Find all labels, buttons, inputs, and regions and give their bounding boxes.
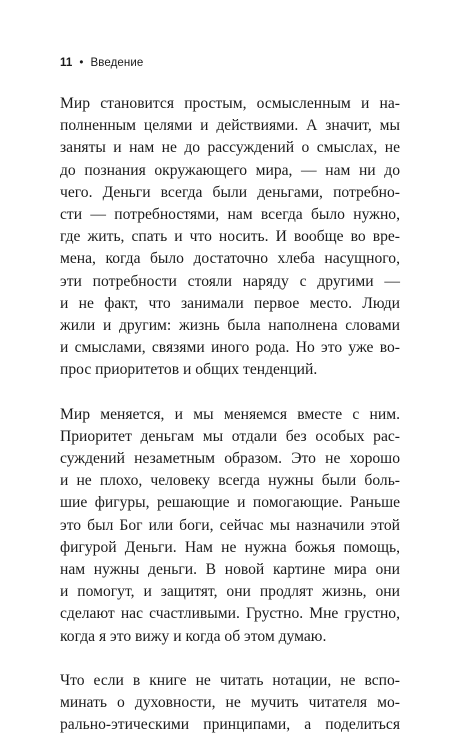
text-line: Мир меняется, и мы меняемся вместе с ним. <box>60 405 400 423</box>
paragraph <box>60 93 400 381</box>
text-line: мена, когда было достаточно хлеба насущного, <box>60 250 400 268</box>
paragraph <box>60 404 400 648</box>
text-line: прос приоритетов и общих тенденций. <box>60 361 318 379</box>
text-line: фигурой Деньги. Нам не нужна божья помощь, <box>60 538 400 556</box>
page-number: 11 <box>60 57 73 69</box>
text-line: шие фигуры, решающие и помогающие. Раньше <box>60 494 400 512</box>
running-header <box>60 57 143 69</box>
text-line: минать о духовности, не мучить читателя мо- <box>60 694 400 712</box>
paragraph <box>60 670 400 737</box>
body-text <box>60 93 400 736</box>
text-line: где жить, спать и что носить. И вообще во вре- <box>60 228 400 246</box>
text-line: суждений незаметным образом. Это не хорошо <box>60 450 400 467</box>
text-line: рально-этическими принципами, а поделиться <box>60 716 400 734</box>
text-line: чего. Деньги всегда были деньгами, потребно- <box>60 183 400 201</box>
text-line: и смыслами, связями иного рода. Но это уже во- <box>60 339 400 357</box>
text-line: заняты и нам не до рассуждений о смыслах, не <box>60 139 400 157</box>
text-line: и не факт, что занимали первое место. Люди <box>60 294 400 312</box>
text-line: Что если в книге не читать нотации, не вспо- <box>60 671 400 689</box>
text-line: до познания окружающего мира, — нам ни до <box>60 161 400 179</box>
text-line: Приоритет деньгам мы отдали без особых рас- <box>60 427 400 445</box>
text-line: Мир становится простым, осмысленным и на- <box>60 95 400 112</box>
text-line: эти потребности стояли наряду с другими — <box>60 272 400 290</box>
text-line: сти — потребностями, нам всегда было нужно, <box>60 205 400 223</box>
section-title: Введение <box>90 57 144 69</box>
text-line: и помогут, и защитят, они продлят жизнь, они <box>60 583 400 601</box>
bullet-separator: • <box>79 57 84 69</box>
text-line: жили и другим: жизнь была наполнена словами <box>60 316 400 334</box>
text-line: когда я это вижу и когда об этом думаю. <box>60 627 327 645</box>
paragraph-gap <box>60 648 400 670</box>
text-line: сделают нас счастливыми. Грустно. Мне грустно, <box>60 605 400 623</box>
text-line: это был Бог или боги, сейчас мы назначили этой <box>60 516 400 534</box>
text-line: нам нужны деньги. В новой картине мира они <box>60 560 400 578</box>
paragraph-gap <box>60 381 400 403</box>
text-line: полненным целями и действиями. А значит, мы <box>60 117 400 135</box>
text-line: и не плохо, человеку всегда нужны были боль- <box>60 472 400 490</box>
